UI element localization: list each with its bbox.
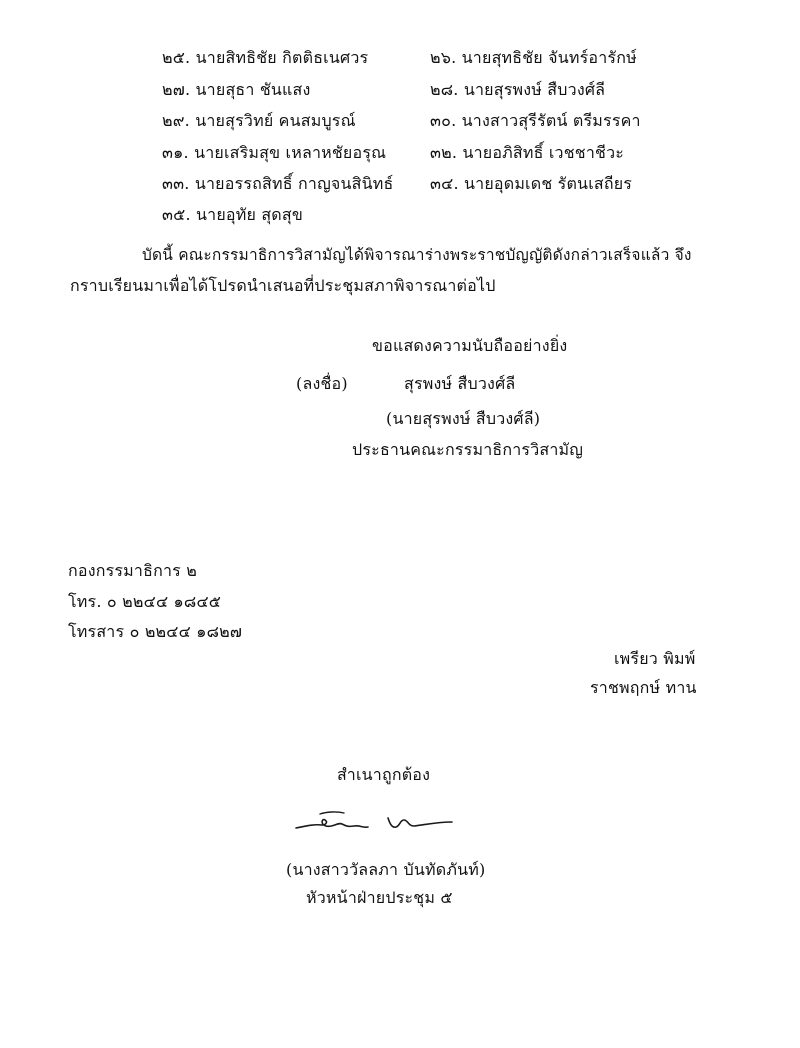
certifier-name: (นางสาววัลลภา บันทัดภันท์) (286, 860, 486, 879)
member-26: ๒๖. นายสุทธิชัย จันทร์อารักษ์ (430, 48, 637, 67)
signed-label: (ลงชื่อ) (296, 374, 348, 393)
signer-full-name: (นายสุรพงษ์ สืบวงศ์ลี) (386, 409, 541, 428)
member-25: ๒๕. นายสิทธิชัย กิตติธเนศวร (162, 48, 369, 67)
office-phone: โทร. ๐ ๒๒๔๔ ๑๘๔๕ (68, 592, 222, 611)
body-paragraph-line-1: บัดนี้ คณะกรรมาธิการวิสามัญได้พิจารณาร่างพระราชบัญญัติดังกล่าวเสร็จแล้ว จึง (142, 246, 692, 264)
certifier-position: หัวหน้าฝ่ายประชุม ๕ (306, 888, 453, 907)
signer-position: ประธานคณะกรรมาธิการวิสามัญ (352, 440, 584, 459)
member-28: ๒๘. นายสุรพงษ์ สืบวงศ์ลี (430, 80, 606, 99)
office-fax: โทรสาร ๐ ๒๒๔๔ ๑๘๒๗ (68, 622, 243, 641)
body-paragraph-line-2: กราบเรียนมาเพื่อได้โปรดนำเสนอที่ประชุมสภาพิจารณาต่อไป (70, 276, 496, 295)
handwritten-signature (292, 800, 462, 840)
member-35: ๓๕. นายอุทัย สุดสุข (162, 205, 303, 224)
closing-regards: ขอแสดงความนับถืออย่างยิ่ง (372, 336, 568, 355)
signed-name: สุรพงษ์ สืบวงศ์ลี (404, 374, 516, 393)
member-29: ๒๙. นายสุรวิทย์ คนสมบูรณ์ (162, 111, 356, 130)
member-34: ๓๔. นายอุดมเดช รัตนเสถียร (430, 174, 633, 193)
member-31: ๓๑. นายเสริมสุข เหลาหชัยอรุณ (162, 143, 387, 162)
checked-by: ราชพฤกษ์ ทาน (590, 678, 697, 697)
member-33: ๓๓. นายอรรถสิทธิ์ กาญจนสินิทธ์ (162, 174, 394, 193)
typed-by: เพรียว พิมพ์ (614, 649, 696, 668)
certification-label: สำเนาถูกต้อง (337, 765, 431, 784)
office-division: กองกรรมาธิการ ๒ (68, 561, 197, 580)
member-32: ๓๒. นายอภิสิทธิ์ เวชชาชีวะ (430, 143, 625, 162)
member-30: ๓๐. นางสาวสุรีรัตน์ ตรีมรรคา (430, 111, 641, 130)
member-27: ๒๗. นายสุธา ชันแสง (162, 80, 311, 99)
